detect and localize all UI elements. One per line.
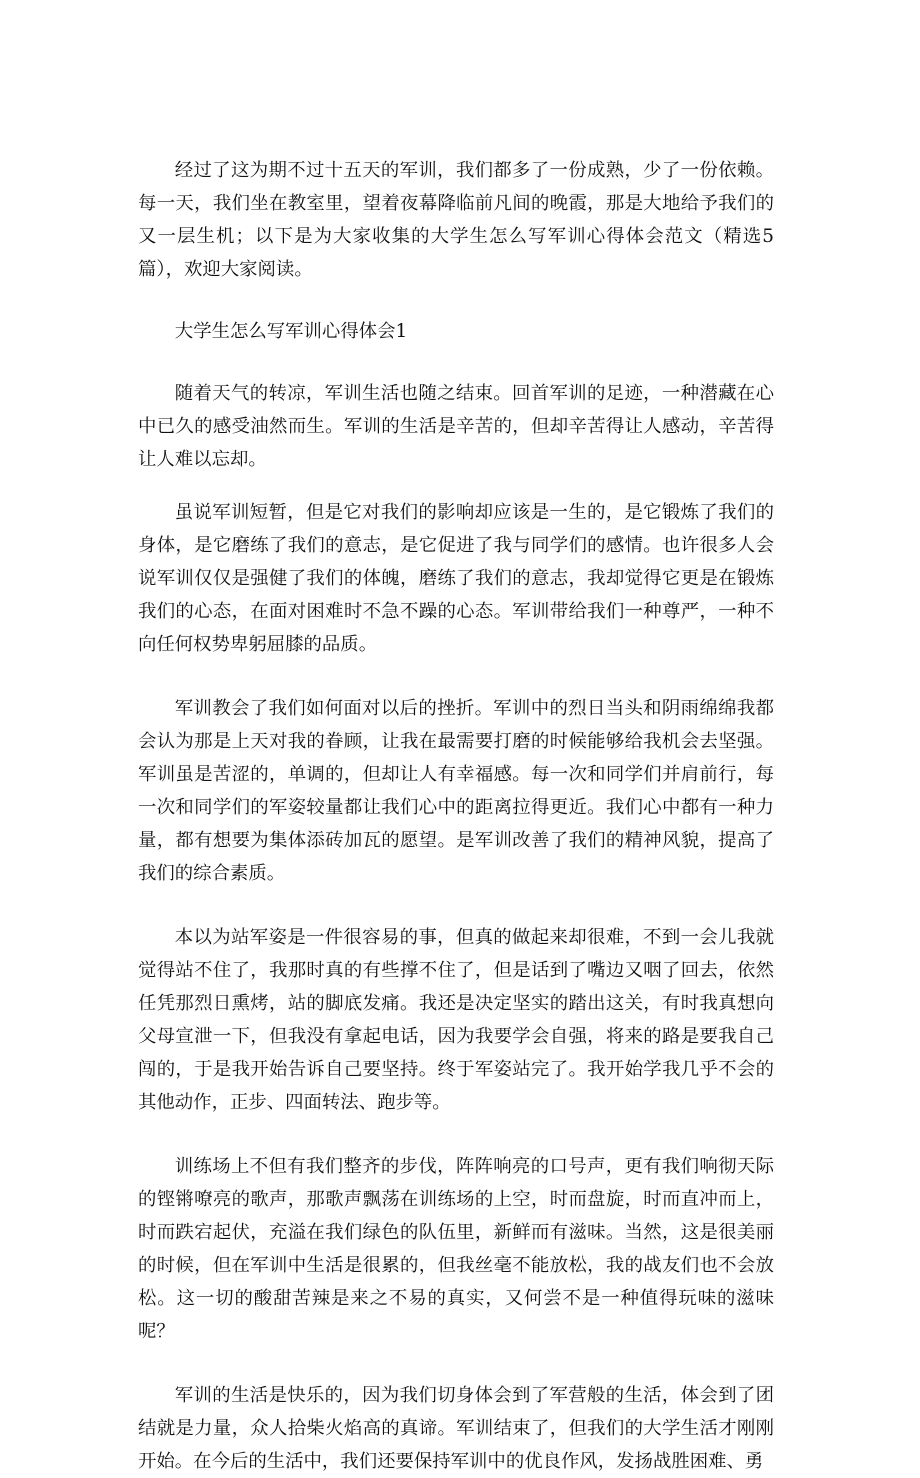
section-title: 大学生怎么写军训心得体会1 — [174, 321, 408, 342]
intro-paragraph: 经过了这为期不过十五天的军训，我们都多了一份成熟，少了一份依赖。每一天，我们坐在教室里，望着夜幕降临前凡间的晚霞，那是大地给予我们的又一层生机；以下是为大家收集的大学生怎么写军训心得体会范文（精选5篇），欢迎大家阅读。 — [138, 160, 774, 280]
document-page — [138, 154, 774, 1478]
body-paragraph-1: 随着天气的转凉，军训生活也随之结束。回首军训的足迹，一种潜藏在心中已久的感受油然而生。军训的生活是辛苦的，但却辛苦得让人感动，辛苦得让人难以忘却。 — [138, 383, 774, 470]
body-paragraph-5: 训练场上不但有我们整齐的步伐，阵阵响亮的口号声，更有我们响彻天际的铿锵嘹亮的歌声，那歌声飘荡在训练场的上空，时而盘旋，时而直冲而上，时而跌宕起伏，充溢在我们绿色的队伍里，新鲜而有滋味。当然，这是很美丽的时候，但在军训中生活是很累的，但我丝毫不能放松，我的战友们也不会放松。这一切的酸甜苦辣是来之不易的真实，又何尝不是一种值得玩味的滋味呢？ — [138, 1156, 774, 1342]
body-paragraph-6: 军训的生活是快乐的，因为我们切身体会到了军营般的生活，体会到了团结就是力量，众人拾柴火焰高的真谛。军训结束了，但我们的大学生活才刚刚开始。在今后的生活中，我们还要保持军训中的优良作风，发扬战胜困难、勇 — [138, 1385, 774, 1472]
body-paragraph-3: 军训教会了我们如何面对以后的挫折。军训中的烈日当头和阴雨绵绵我都会认为那是上天对我的眷顾，让我在最需要打磨的时候能够给我机会去坚强。军训虽是苦涩的，单调的，但却让人有幸福感。每一次和同学们并肩前行，每一次和同学们的军姿较量都让我们心中的距离拉得更近。我们心中都有一种力量，都有想要为集体添砖加瓦的愿望。是军训改善了我们的精神风貌，提高了我们的综合素质。 — [138, 698, 774, 884]
body-paragraph-2: 虽说军训短暂，但是它对我们的影响却应该是一生的，是它锻炼了我们的身体，是它磨练了我们的意志，是它促进了我与同学们的感情。也许很多人会说军训仅仅是强健了我们的体魄，磨练了我们的意志，我却觉得它更是在锻炼我们的心态，在面对困难时不急不躁的心态。军训带给我们一种尊严，一种不向任何权势卑躬屈膝的品质。 — [138, 502, 774, 655]
body-paragraph-4: 本以为站军姿是一件很容易的事，但真的做起来却很难，不到一会儿我就觉得站不住了，我那时真的有些撑不住了，但是话到了嘴边又咽了回去，依然任凭那烈日熏烤，站的脚底发痛。我还是决定坚实的踏出这关，有时我真想向父母宣泄一下，但我没有拿起电话，因为我要学会自强，将来的路是要我自己闯的，于是我开始告诉自己要坚持。终于军姿站完了。我开始学我几乎不会的其他动作，正步、四面转法、跑步等。 — [138, 927, 774, 1113]
